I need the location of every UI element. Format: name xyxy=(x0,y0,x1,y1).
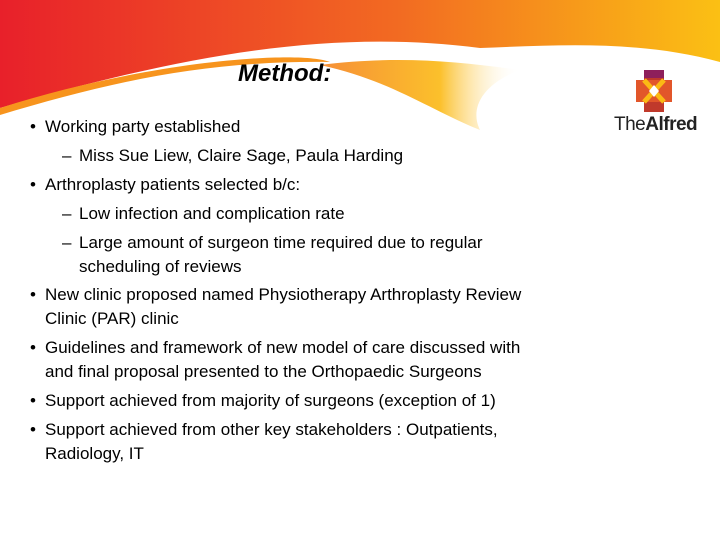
bullet-marker: • xyxy=(30,420,36,439)
bullet-text: Guidelines and framework of new model of care discussed with xyxy=(45,338,521,357)
sub-bullet-text: Large amount of surgeon time required due to regular xyxy=(79,233,483,252)
bullet-text: and final proposal presented to the Orthopaedic Surgeons xyxy=(45,362,482,381)
sub-bullet-marker: – xyxy=(62,204,72,223)
logo-name: Alfred xyxy=(645,114,698,135)
bullet-text: New clinic proposed named Physiotherapy Arthroplasty Review xyxy=(45,285,522,304)
bullet-marker: • xyxy=(30,285,36,304)
slide-title: Method: xyxy=(238,60,332,87)
bullet-text: Arthroplasty patients selected b/c: xyxy=(45,175,301,194)
logo-prefix: The xyxy=(614,114,646,135)
bullet-marker: • xyxy=(30,117,36,136)
bullet-text: Support achieved from other key stakeholders : Outpatients, xyxy=(45,420,498,439)
the-alfred-logo-icon xyxy=(636,70,672,112)
bullet-marker: • xyxy=(30,175,36,194)
bullet-text: Working party established xyxy=(45,117,241,136)
bullet-text: Radiology, IT xyxy=(45,444,144,463)
sub-bullet-marker: – xyxy=(62,146,72,165)
sub-bullet-text: Miss Sue Liew, Claire Sage, Paula Harding xyxy=(79,146,404,165)
bullet-marker: • xyxy=(30,391,36,410)
bullet-marker: • xyxy=(30,338,36,357)
sub-bullet-marker: – xyxy=(62,233,72,252)
sub-bullet-text: scheduling of reviews xyxy=(79,257,242,276)
sub-bullet-text: Low infection and complication rate xyxy=(79,204,345,223)
bullet-text: Support achieved from majority of surgeons (exception of 1) xyxy=(45,391,496,410)
logo-wordmark xyxy=(614,114,697,136)
bullet-text: Clinic (PAR) clinic xyxy=(45,309,179,328)
